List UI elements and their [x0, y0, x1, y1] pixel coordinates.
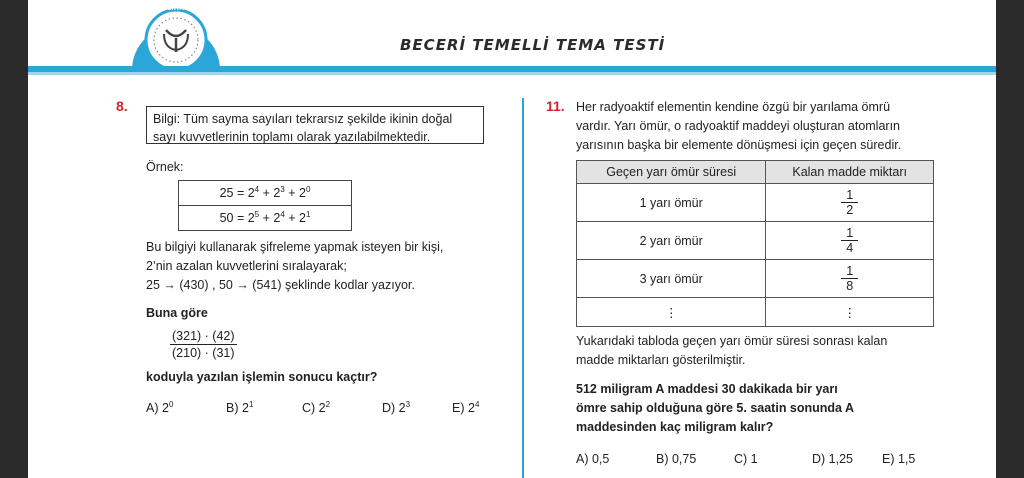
ex1-exp2: 3 [280, 185, 285, 195]
option-exponent: 2 [325, 400, 331, 409]
table-row [577, 222, 934, 260]
q11-option-b[interactable]: B) 0,75 [656, 452, 697, 466]
option-label: E) 2 [452, 401, 475, 416]
fraction-numerator: 1 [841, 188, 858, 203]
ex1-exp1: 4 [254, 185, 260, 195]
q11-intro-line-2: vardır. Yarı ömür, o radyoaktif maddeyi oluşturan atomların [576, 119, 900, 133]
option-exponent: 4 [474, 400, 480, 409]
example-row [179, 206, 352, 231]
q11-question-line-2: ömre sahip olduğuna göre 5. saatin sonunda A [576, 401, 855, 415]
right-dark-margin [996, 0, 1024, 478]
option-label: D) 2 [382, 401, 406, 416]
half-life-table [576, 160, 934, 327]
table-cell-period: 2 yarı ömür [577, 222, 766, 260]
fraction-numerator: 1 [841, 226, 858, 241]
question-number-11: 11. [546, 98, 565, 114]
q8-option-a[interactable] [146, 400, 173, 415]
q8-body-line-2: 2’nin azalan kuvvetlerini sıralayarak; [146, 259, 347, 273]
q11-intro-line-1: Her radyoaktif elementin kendine özgü bir yarılama ömrü [576, 100, 891, 114]
q11-after-line-2: madde miktarları gösterilmiştir. [576, 353, 746, 367]
info-line-1: Bilgi: Tüm sayma sayıları tekrarsız şekilde ikinin doğal [153, 112, 453, 126]
table-header-row [577, 161, 934, 184]
ex1-base: 25 = 2 [219, 186, 255, 201]
q8-fraction [170, 328, 237, 361]
q8-fraction-numerator: (321) · (42) [172, 329, 235, 343]
worksheet-page [28, 0, 996, 478]
q11-question-line-3: maddesinden kaç miligram kalır? [576, 420, 774, 434]
table-cell-amount [766, 260, 934, 298]
left-dark-margin [0, 0, 28, 478]
example-cell [179, 181, 352, 206]
option-label: C) 2 [302, 401, 326, 416]
ex2-exp2: 4 [280, 210, 285, 220]
q11-option-a[interactable]: A) 0,5 [576, 452, 610, 466]
question-number-8: 8. [116, 98, 128, 114]
q11-question-line-1: 512 miligram A maddesi 30 dakikada bir yarı [576, 382, 838, 396]
example-label: Örnek: [146, 160, 184, 174]
ex1-plus1: + 2 [259, 186, 281, 201]
q8-fraction-denominator: (210) · (31) [172, 346, 235, 360]
q8-lead: Buna göre [146, 306, 208, 320]
fraction-denominator: 4 [846, 241, 854, 255]
page-title: BECERİ TEMELLİ TEMA TESTİ [400, 36, 666, 54]
ex1-plus2: + 2 [284, 186, 306, 201]
info-box [146, 106, 484, 144]
ex2-base: 50 = 2 [219, 211, 255, 226]
ex2-exp3: 1 [305, 210, 311, 220]
ex2-plus1: + 2 [259, 211, 281, 226]
example-table [178, 180, 352, 231]
table-row [577, 260, 934, 298]
q8-option-e[interactable] [452, 400, 479, 415]
q8-body-line-3: 25 → (430) , 50 → (541) şeklinde kodlar yazıyor. [146, 278, 415, 292]
q8-option-c[interactable] [302, 400, 330, 415]
column-divider [522, 98, 524, 478]
table-cell-amount [766, 222, 934, 260]
option-label: B) 2 [226, 401, 249, 416]
fraction-denominator: 8 [846, 279, 854, 293]
table-cell-ellipsis: ⋮ [577, 298, 766, 327]
ex1-exp3: 0 [305, 185, 311, 195]
q11-after-line-1: Yukarıdaki tabloda geçen yarı ömür süresi sonrası kalan [576, 334, 888, 348]
table-header-period: Geçen yarı ömür süresi [577, 161, 766, 184]
q8-option-d[interactable] [382, 400, 410, 415]
info-line-2: sayı kuvvetlerinin toplamı olarak yazılabilmektedir. [153, 130, 431, 144]
table-cell-ellipsis: ⋮ [766, 298, 934, 327]
option-exponent: 3 [405, 400, 411, 409]
example-cell [179, 206, 352, 231]
option-exponent: 0 [168, 400, 174, 409]
example-row [179, 181, 352, 206]
q11-option-d[interactable]: D) 1,25 [812, 452, 853, 466]
table-cell-period: 1 yarı ömür [577, 184, 766, 222]
logo-text: ORTA [167, 6, 184, 12]
table-cell-amount [766, 184, 934, 222]
ex2-exp1: 5 [254, 210, 260, 220]
table-row [577, 184, 934, 222]
fraction-numerator: 1 [841, 264, 858, 279]
fraction-denominator: 2 [846, 203, 854, 217]
option-label: A) 2 [146, 401, 169, 416]
q8-body-line-1: Bu bilgiyi kullanarak şifreleme yapmak isteyen bir kişi, [146, 240, 444, 254]
q11-option-c[interactable]: C) 1 [734, 452, 758, 466]
option-exponent: 1 [248, 400, 254, 409]
q11-option-e[interactable]: E) 1,5 [882, 452, 916, 466]
table-cell-period: 3 yarı ömür [577, 260, 766, 298]
table-row [577, 298, 934, 327]
table-header-amount: Kalan madde miktarı [766, 161, 934, 184]
ex2-plus2: + 2 [284, 211, 306, 226]
q8-question: koduyla yazılan işlemin sonucu kaçtır? [146, 370, 378, 384]
header-bar-light [28, 72, 996, 75]
q8-option-b[interactable] [226, 400, 253, 415]
q11-intro-line-3: yarısının başka bir elemente dönüşmesi için geçen süredir. [576, 138, 902, 152]
